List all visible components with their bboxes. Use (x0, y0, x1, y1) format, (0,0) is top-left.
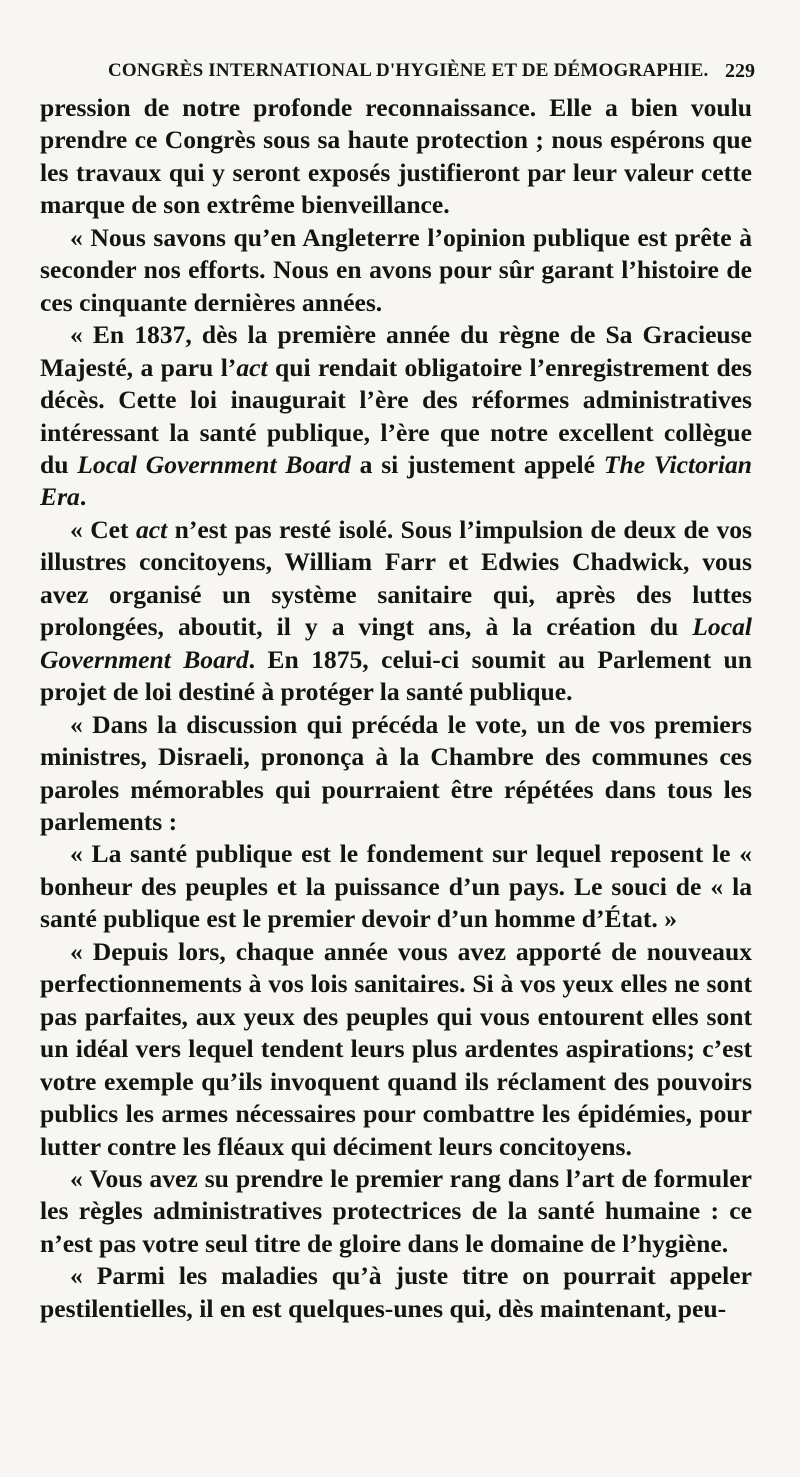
text-run: « Dans la discussion qui précéda le vote, un de vos premiers ministres, Disraeli, prononça à la Chambre des communes ces paroles mémorables qui pourraient être répétées dans tous les parlements : (40, 709, 752, 836)
paragraph (40, 709, 752, 839)
paragraph (40, 1260, 752, 1325)
text-run: qui rendait obligatoire l’enregistrement des décès. Cette loi inaugurait l’ère des réformes administratives intéressant la santé publique, l’ère que notre excellent collègue du (40, 352, 752, 479)
text-run: pression de notre profonde reconnaissance. Elle a bien voulu prendre ce Congrès sous sa haute protection ; nous espérons que les travaux qui y seront exposés justifieront par leur valeur cette marque de son extrême bienveillance. (40, 93, 752, 220)
text-run: « Depuis lors, chaque année vous avez apporté de nouveaux perfectionnements à vos lois sanitaires. Si à vos yeux elles ne sont pas parfaites, aux yeux des peuples qui vous entourent elles sont un idéal vers lequel tendent leurs plus ardentes aspirations; c’est votre exemple qu’ils invoquent quand ils réclament des pouvoirs publics les armes nécessaires pour combattre les épidémies, pour lutter contre les fléaux qui déciment leurs concitoyens. (40, 936, 752, 1161)
text-run: « Vous avez su prendre le premier rang dans l’art de formuler les règles administratives protectrices de la santé humaine : ce n’est pas votre seul titre de gloire dans le domaine de l’hygiène. (40, 1163, 752, 1258)
page-number: 229 (725, 60, 755, 82)
paragraph (40, 92, 752, 222)
running-title: CONGRÈS INTERNATIONAL D'HYGIÈNE ET DE DÉMOGRAPHIE. (108, 60, 709, 81)
italic-text: act (236, 352, 268, 382)
text-run: « Cet (70, 514, 136, 544)
paragraph (40, 319, 752, 514)
paragraph (40, 514, 752, 709)
running-head (40, 56, 755, 90)
italic-text: act (135, 514, 168, 544)
paragraph (40, 936, 752, 1163)
text-run: « Parmi les maladies qu’à juste titre on pourrait appeler pestilentielles, il en est quelques-unes qui, dès maintenant, peu- (40, 1261, 752, 1323)
text-run: « En 1837, dès la première année du règne de Sa Gracieuse Majesté, a paru l’ (40, 320, 752, 382)
paragraph (40, 838, 752, 935)
text-run: « La santé publique est le fondement sur lequel reposent le « bonheur des peuples et la puissance d’un pays. Le souci de « la santé publique est le premier devoir d’un homme d’État. » (40, 839, 752, 934)
italic-text: Local Government Board (77, 449, 351, 479)
paragraph (40, 222, 752, 319)
body-text (40, 92, 752, 1325)
text-run: . (79, 482, 87, 512)
italic-text: The Victorian Era (40, 449, 752, 512)
italic-text: Local Government Board (40, 612, 752, 674)
text-run: . En 1875, celui-ci soumit au Parlement un projet de loi destiné à protéger la santé publique. (40, 644, 752, 707)
text-run: « Nous savons qu’en Angleterre l’opinion publique est prête à seconder nos efforts. Nous en avons pour sûr garant l’histoire de ces cinquante dernières années. (40, 222, 752, 317)
text-run: n’est pas resté isolé. Sous l’impulsion de deux de vos illustres concitoyens, William Farr et Edwies Chadwick, vous avez organisé un système sanitaire qui, après des luttes prolongées, aboutit, il y a vingt ans, à la création du (40, 514, 752, 642)
paragraph (40, 1163, 752, 1260)
text-run: a si justement appelé (350, 449, 604, 479)
